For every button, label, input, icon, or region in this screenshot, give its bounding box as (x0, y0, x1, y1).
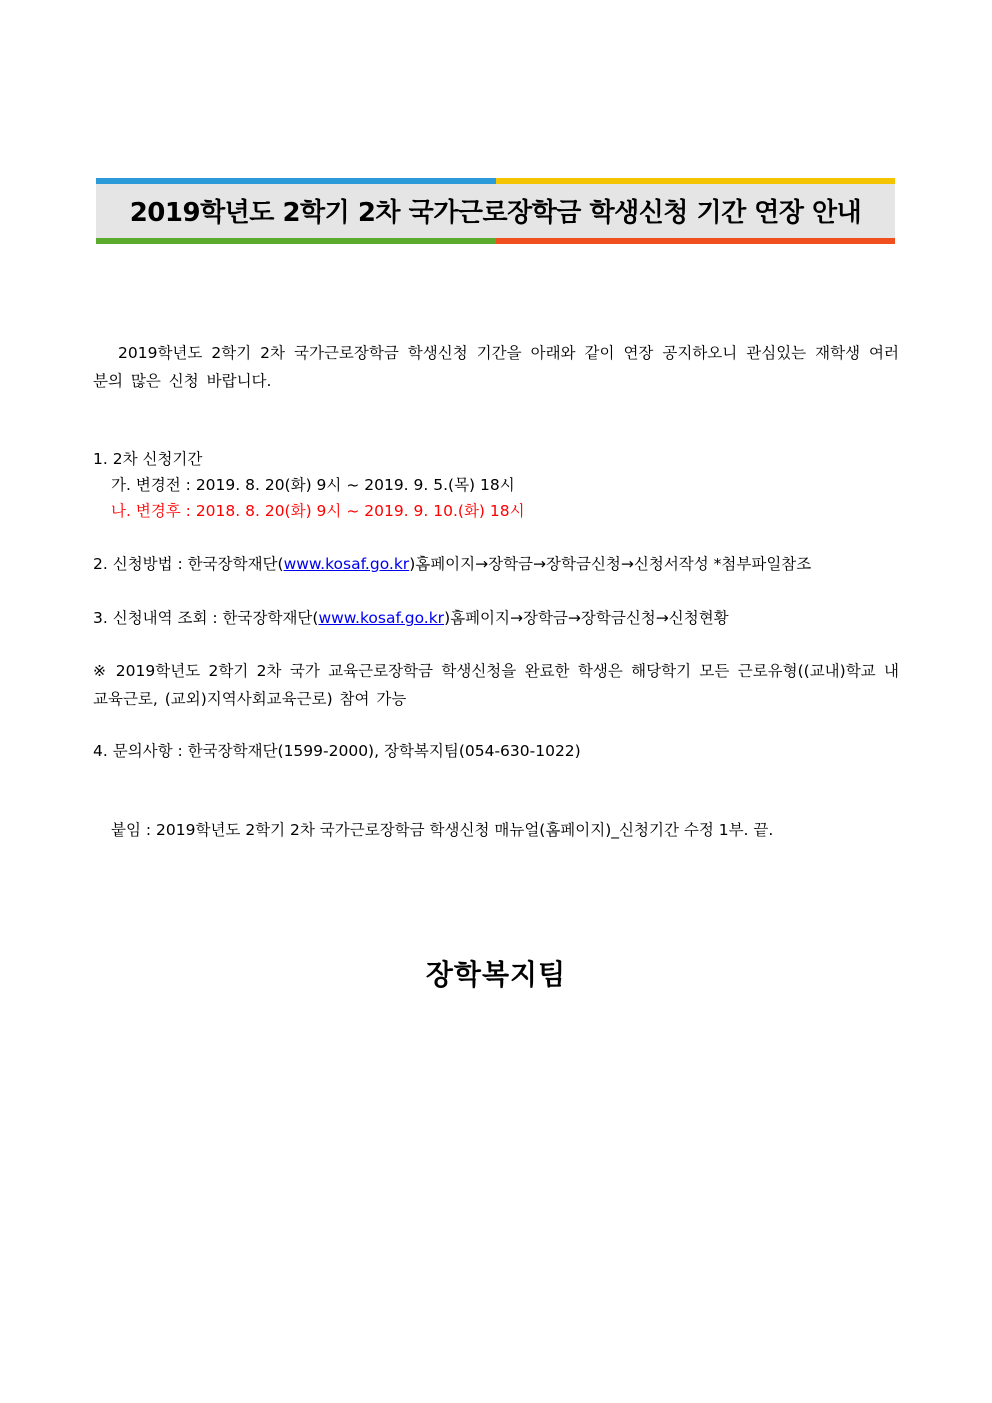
section4-contact: 4. 문의사항 : 한국장학재단(1599-2000), 장학복지팀(054-630-1022) (93, 742, 581, 760)
kosaf-link[interactable]: www.kosaf.go.kr (283, 555, 410, 573)
section3-prefix: 3. 신청내역 조회 : 한국장학재단( (93, 609, 319, 627)
title-banner (96, 178, 895, 244)
section3-lookup (93, 605, 729, 631)
section2-prefix: 2. 신청방법 : 한국장학재단( (93, 555, 284, 573)
attachment-line: 붙임 : 2019학년도 2학기 2차 국가근로장학금 학생신청 매뉴얼(홈페이지)_신청기간 수정 1부. 끝. (111, 821, 774, 839)
section3-suffix: )홈페이지→장학금→장학금신청→신청현황 (444, 609, 729, 627)
signature-department: 장학복지팀 (425, 958, 567, 991)
section1-before: 가. 변경전 : 2019. 8. 20(화) 9시 ~ 2019. 9. 5.(목) 18시 (111, 476, 515, 494)
section2-method (93, 551, 811, 577)
title-bar-bottom-right (496, 238, 895, 244)
section2-suffix: )홈페이지→장학금→장학금신청→신청서작성 *첨부파일참조 (409, 555, 812, 573)
participation-note: ※ 2019학년도 2학기 2차 국가 교육근로장학금 학생신청을 완료한 학생은 해당학기 모든 근로유형((교내)학교 내 교육근로, (교외)지역사회교육근로) 참여 가능 (93, 662, 899, 708)
section1-heading: 1. 2차 신청기간 (93, 450, 203, 468)
intro-paragraph: 2019학년도 2학기 2차 국가근로장학금 학생신청 기간을 아래와 같이 연장 공지하오니 관심있는 재학생 여러분의 많은 신청 바랍니다. (93, 344, 899, 390)
kosaf-link[interactable]: www.kosaf.go.kr (318, 609, 445, 627)
document-title: 2019학년도 2학기 2차 국가근로장학금 학생신청 기간 연장 안내 (129, 198, 862, 228)
title-bar-bottom-left (96, 238, 496, 244)
section1-after: 나. 변경후 : 2018. 8. 20(화) 9시 ~ 2019. 9. 10.(화) 18시 (111, 502, 525, 520)
title-bar-top-left (96, 178, 496, 184)
title-bar-top-right (496, 178, 895, 184)
